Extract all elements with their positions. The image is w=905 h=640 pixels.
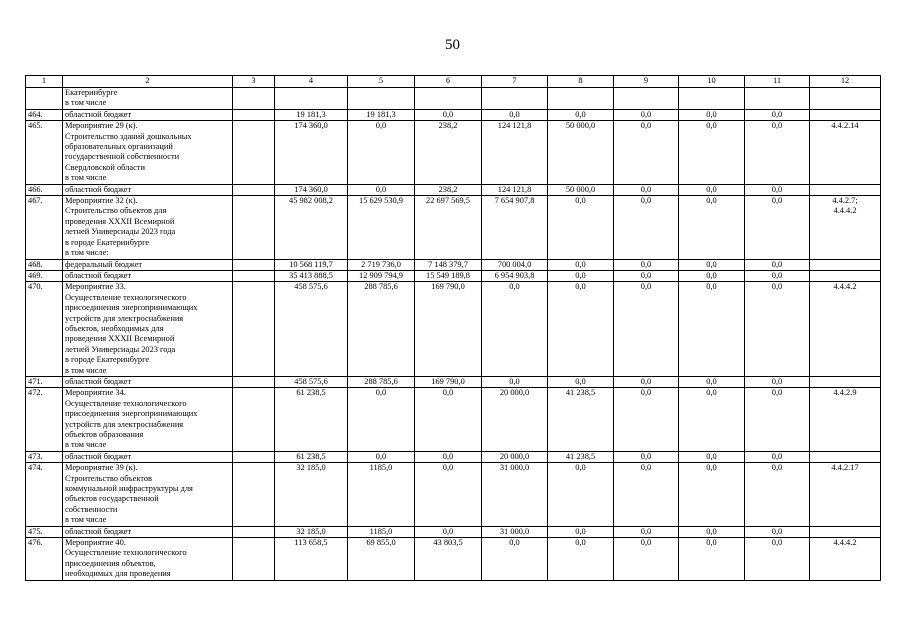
value-cell: 20 000,0 [482,388,548,451]
value-cell: 0,0 [679,451,745,462]
value-cell: 12 909 794,9 [348,270,415,281]
value-cell: 174 360,0 [275,184,348,195]
value-cell [275,88,348,110]
value-cell: 0,0 [614,270,679,281]
table-row [26,526,881,537]
value-cell: 0,0 [348,451,415,462]
value-cell: 0,0 [415,109,482,120]
target-code [810,282,881,377]
value-cell: 50 000,0 [548,121,614,184]
value-cell: 0,0 [415,463,482,526]
row-number: 464. [26,109,63,120]
value-cell: 1185,0 [348,463,415,526]
value-cell: 0,0 [548,270,614,281]
target-code [810,109,881,120]
description-line: в том числе: [65,248,109,258]
row-number: 476. [26,538,63,581]
value-cell: 0,0 [548,196,614,259]
description-line: присоединения энергопринимающих [65,303,198,313]
col-3-cell [233,463,275,526]
row-description [63,270,233,281]
description-line: в том числе [65,440,107,450]
value-cell: 113 658,5 [275,538,348,581]
row-description [63,196,233,259]
value-cell: 0,0 [679,184,745,195]
description-line: областной бюджет [65,526,132,536]
table-row [26,376,881,387]
column-header-11: 11 [745,76,810,88]
col-3-cell [233,526,275,537]
row-description [63,282,233,377]
column-header-9: 9 [614,76,679,88]
value-cell: 288 785,6 [348,376,415,387]
description-line: Строительство зданий дошкольных [65,131,192,141]
table-row [26,538,881,581]
value-cell: 0,0 [348,121,415,184]
table-row [26,451,881,462]
description-line: в том числе [65,365,107,375]
target-code-line: 4.4.2.9 [833,388,857,398]
col-3-cell [233,538,275,581]
value-cell: 61 238,5 [275,388,348,451]
column-header-2: 2 [63,76,233,88]
value-cell: 0,0 [745,388,810,451]
value-cell: 0,0 [548,538,614,581]
col-3-cell [233,109,275,120]
description-line: в том числе [65,515,107,525]
value-cell: 0,0 [679,196,745,259]
description-line: объектов государственной [65,494,159,504]
column-header-3: 3 [233,76,275,88]
description-line: Строительство объектов [65,473,152,483]
value-cell: 15 629 530,9 [348,196,415,259]
row-description [63,451,233,462]
description-line: присоединения объектов, [65,558,156,568]
value-cell [548,88,614,110]
value-cell [679,88,745,110]
row-description [63,259,233,270]
column-header-10: 10 [679,76,745,88]
target-code [810,388,881,451]
description-line: присоединения энергопринимающих [65,409,198,419]
value-cell: 32 185,0 [275,463,348,526]
value-cell: 700 004,0 [482,259,548,270]
value-cell: 0,0 [482,538,548,581]
description-line: Мероприятие 34. [65,388,126,398]
description-line: устройств для электроснабжения [65,313,184,323]
value-cell: 10 568 119,7 [275,259,348,270]
target-code [810,121,881,184]
header-row [26,76,881,88]
description-line: коммунальной инфраструктуры для [65,484,193,494]
value-cell: 238,2 [415,121,482,184]
target-code [810,88,881,110]
col-3-cell [233,376,275,387]
description-line: летней Универсиады 2023 года [65,344,176,354]
description-line: образовательных организаций [65,142,173,152]
row-number: 467. [26,196,63,259]
col-3-cell [233,184,275,195]
value-cell [348,88,415,110]
description-line: Мероприятие 33. [65,282,126,292]
value-cell: 0,0 [614,259,679,270]
description-line: объектов образования [65,430,144,439]
row-number: 474. [26,463,63,526]
target-code-line: 4.4.4.2 [833,206,857,216]
value-cell: 0,0 [679,388,745,451]
description-line: федеральный бюджет [65,259,143,269]
row-description [63,538,233,581]
value-cell: 0,0 [614,526,679,537]
table-row [26,388,881,451]
description-line: Мероприятие 29 (к). [65,121,138,131]
value-cell: 0,0 [614,376,679,387]
row-number: 468. [26,259,63,270]
row-description [63,88,233,110]
row-number: 466. [26,184,63,195]
table-row [26,109,881,120]
value-cell [482,88,548,110]
value-cell: 0,0 [548,109,614,120]
row-description [63,388,233,451]
description-line: устройств для электроснабжения [65,419,184,429]
value-cell: 0,0 [745,184,810,195]
row-number: 475. [26,526,63,537]
value-cell: 7 654 907,8 [482,196,548,259]
target-code [810,538,881,581]
value-cell: 19 181,3 [348,109,415,120]
value-cell: 0,0 [745,121,810,184]
col-3-cell [233,270,275,281]
value-cell: 22 697 569,5 [415,196,482,259]
value-cell: 0,0 [679,270,745,281]
value-cell: 0,0 [745,538,810,581]
description-line: Осуществление технологического [65,398,187,408]
value-cell: 0,0 [745,526,810,537]
description-line: Мероприятие 40. [65,538,126,548]
value-cell: 0,0 [745,109,810,120]
target-code-line: 4.4.2.7; [832,196,858,206]
value-cell: 0,0 [745,282,810,377]
value-cell: 0,0 [348,388,415,451]
value-cell: 0,0 [745,451,810,462]
column-header-8: 8 [548,76,614,88]
page-number: 50 [445,37,460,53]
description-line: в том числе [65,98,107,108]
description-line: летней Универсиады 2023 года [65,227,176,237]
col-3-cell [233,259,275,270]
row-number: 470. [26,282,63,377]
value-cell: 0,0 [679,538,745,581]
value-cell: 0,0 [415,526,482,537]
value-cell: 69 855,0 [348,538,415,581]
row-number: 473. [26,451,63,462]
description-line: проведения XXXII Всемирной [65,334,175,344]
value-cell: 31 000,0 [482,526,548,537]
column-header-5: 5 [348,76,415,88]
target-code [810,270,881,281]
row-number: 465. [26,121,63,184]
value-cell: 0,0 [415,388,482,451]
value-cell: 0,0 [548,376,614,387]
description-line: областной бюджет [65,109,132,119]
row-description [63,121,233,184]
value-cell: 50 000,0 [548,184,614,195]
value-cell: 458 575,6 [275,376,348,387]
value-cell: 0,0 [679,282,745,377]
value-cell: 0,0 [679,259,745,270]
row-description [63,526,233,537]
value-cell: 43 803,5 [415,538,482,581]
target-code [810,376,881,387]
target-code-line: 4.4.2.14 [831,121,859,131]
value-cell: 0,0 [679,526,745,537]
target-code [810,463,881,526]
value-cell: 15 549 189,8 [415,270,482,281]
value-cell: 0,0 [745,270,810,281]
target-code-line: 4.4.4.2 [833,538,857,548]
row-description [63,184,233,195]
value-cell: 0,0 [745,259,810,270]
row-description [63,463,233,526]
value-cell: 0,0 [415,451,482,462]
row-number: 472. [26,388,63,451]
col-3-cell [233,388,275,451]
value-cell: 0,0 [614,121,679,184]
value-cell: 0,0 [614,463,679,526]
description-line: Екатеринбурге [65,88,118,97]
value-cell: 2 719 736,0 [348,259,415,270]
table-row [26,282,881,377]
table-row [26,270,881,281]
target-code [810,184,881,195]
value-cell: 0,0 [548,463,614,526]
value-cell: 41 238,5 [548,451,614,462]
value-cell: 0,0 [548,282,614,377]
column-header-6: 6 [415,76,482,88]
description-line: областной бюджет [65,451,132,461]
target-code [810,259,881,270]
value-cell: 0,0 [745,463,810,526]
value-cell: 0,0 [548,526,614,537]
col-3-cell [233,451,275,462]
description-line: областной бюджет [65,270,132,280]
value-cell: 0,0 [614,451,679,462]
description-line: необходимых для проведения [65,569,171,579]
value-cell: 169 790,0 [415,376,482,387]
value-cell: 0,0 [482,282,548,377]
row-number: 469. [26,270,63,281]
col-3-cell [233,282,275,377]
value-cell: 238,2 [415,184,482,195]
description-line: Свердловской области [65,162,145,172]
value-cell: 288 785,6 [348,282,415,377]
target-code [810,526,881,537]
value-cell: 0,0 [679,109,745,120]
value-cell: 1185,0 [348,526,415,537]
table-row [26,259,881,270]
description-line: Мероприятие 39 (к). [65,463,138,473]
target-code-line: 4.4.4.2 [833,282,857,292]
description-line: областной бюджет [65,376,132,386]
value-cell: 45 982 008,2 [275,196,348,259]
description-line: в городе Екатеринбурге [65,237,150,247]
value-cell: 0,0 [614,184,679,195]
value-cell [745,88,810,110]
value-cell: 6 954 903,8 [482,270,548,281]
description-line: областной бюджет [65,184,132,194]
col-3-cell [233,121,275,184]
target-code [810,451,881,462]
budget-table [25,75,881,581]
value-cell: 0,0 [679,376,745,387]
description-line: в том числе [65,173,107,183]
value-cell: 169 790,0 [415,282,482,377]
table-row [26,88,881,110]
description-line: в городе Екатеринбурге [65,355,150,365]
table-row [26,184,881,195]
value-cell: 0,0 [745,196,810,259]
value-cell: 61 238,5 [275,451,348,462]
column-header-7: 7 [482,76,548,88]
value-cell: 19 181,3 [275,109,348,120]
description-line: Осуществление технологического [65,548,187,558]
value-cell: 0,0 [482,376,548,387]
description-line: Строительство объектов для [65,206,167,216]
value-cell: 0,0 [614,388,679,451]
column-header-4: 4 [275,76,348,88]
description-line: объектов, необходимых для [65,323,164,333]
target-code-line: 4.4.2.17 [831,463,859,473]
description-line: Осуществление технологического [65,292,187,302]
column-header-1: 1 [26,76,63,88]
value-cell: 0,0 [548,259,614,270]
description-line: Мероприятие 32 (к). [65,196,138,206]
table-row [26,463,881,526]
col-3-cell [233,88,275,110]
col-3-cell [233,196,275,259]
value-cell: 0,0 [348,184,415,195]
value-cell [614,88,679,110]
row-number [26,88,63,110]
value-cell: 0,0 [614,538,679,581]
description-line: государственной собственности [65,152,180,162]
row-description [63,376,233,387]
value-cell: 0,0 [614,196,679,259]
value-cell: 124 121,8 [482,121,548,184]
row-description [63,109,233,120]
description-line: собственности [65,504,118,514]
table-row [26,196,881,259]
value-cell: 0,0 [482,109,548,120]
value-cell: 32 185,0 [275,526,348,537]
column-header-12: 12 [810,76,881,88]
value-cell: 0,0 [679,121,745,184]
value-cell: 124 121,8 [482,184,548,195]
value-cell: 0,0 [614,282,679,377]
value-cell: 20 000,0 [482,451,548,462]
value-cell: 0,0 [679,463,745,526]
table-row [26,121,881,184]
value-cell: 41 238,5 [548,388,614,451]
value-cell: 174 360,0 [275,121,348,184]
value-cell: 0,0 [745,376,810,387]
value-cell: 0,0 [614,109,679,120]
value-cell: 35 413 888,5 [275,270,348,281]
target-code [810,196,881,259]
row-number: 471. [26,376,63,387]
description-line: проведения XXXII Всемирной [65,216,175,226]
value-cell: 31 000,0 [482,463,548,526]
value-cell: 7 148 379,7 [415,259,482,270]
value-cell [415,88,482,110]
value-cell: 458 575,6 [275,282,348,377]
